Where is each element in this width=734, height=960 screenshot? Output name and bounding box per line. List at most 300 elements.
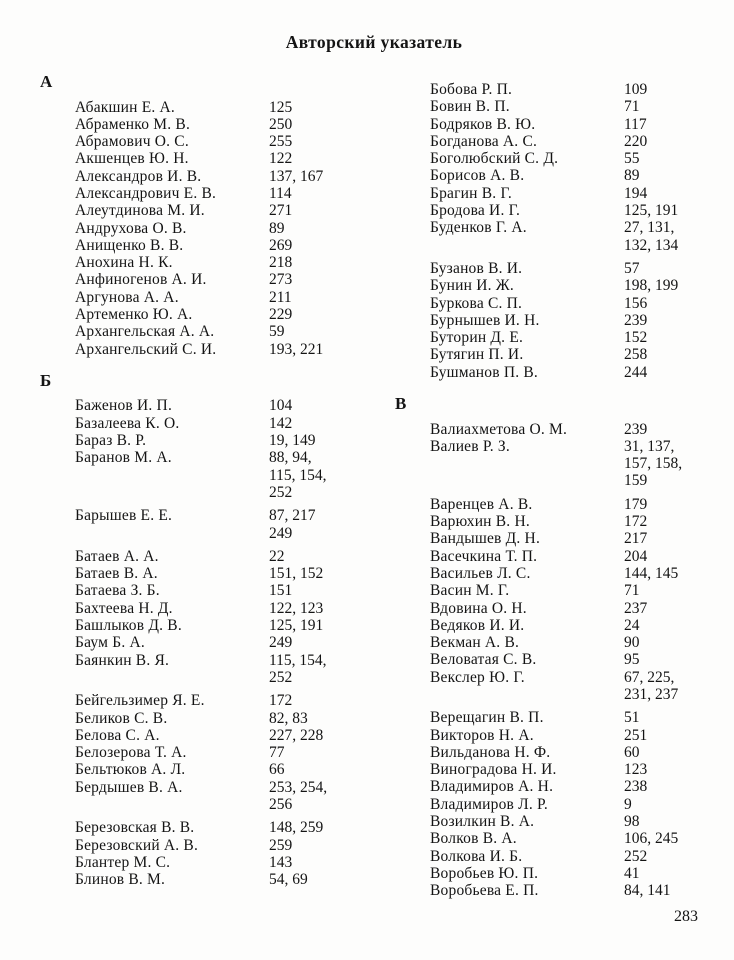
letter-group (395, 394, 708, 900)
author-name: Белова С. А. (75, 726, 160, 744)
page-ref-line: 106, 245 (624, 830, 679, 848)
author-name: Воробьев Ю. П. (430, 864, 539, 882)
page-ref-line: 198, 199 (624, 277, 679, 295)
page-refs (624, 202, 708, 219)
page-refs (624, 295, 708, 312)
index-entry (75, 634, 370, 651)
author-name: Брагин В. Г. (430, 184, 512, 202)
index-entry (430, 669, 708, 704)
page-ref-line: 271 (269, 202, 293, 220)
page-ref-line: 122, 123 (269, 599, 324, 617)
author-name: Александрович Е. В. (75, 184, 217, 202)
author-name: Аргунова А. А. (75, 288, 179, 306)
index-entry (75, 432, 370, 449)
page-refs (269, 271, 370, 288)
index-entry (430, 364, 708, 381)
section-letter: В (395, 394, 407, 414)
page-refs (624, 81, 708, 98)
page-ref-line: 89 (624, 167, 640, 185)
index-entry (430, 530, 708, 547)
index-entry (430, 634, 708, 651)
index-entry (430, 848, 708, 865)
page-ref-line: 253, 254, (269, 778, 328, 796)
page-ref-line: 104 (269, 397, 293, 415)
index-entry (75, 150, 370, 167)
page-number: 283 (674, 908, 698, 925)
page-refs (624, 167, 708, 184)
author-name: Анохина Н. К. (75, 254, 173, 272)
author-name: Анфиногенов А. И. (75, 271, 207, 289)
index-entry (430, 727, 708, 744)
index-entry (430, 202, 708, 219)
page-refs (269, 837, 370, 854)
author-name: Андрухова О. В. (75, 219, 187, 237)
page-ref-line: 9 (624, 795, 632, 813)
page-refs (269, 779, 370, 814)
index-entry (75, 202, 370, 219)
author-name: Верещагин В. П. (430, 709, 544, 727)
index-entry (75, 761, 370, 778)
author-name: Векслер Ю. Г. (430, 668, 525, 686)
page-refs (624, 761, 708, 778)
page-ref-line: 115, 154, (269, 466, 327, 484)
author-name: Акшенцев Ю. Н. (75, 150, 189, 168)
index-entry (430, 744, 708, 761)
page-refs (269, 116, 370, 133)
page-ref-line: 259 (269, 836, 293, 854)
author-name: Буторин Д. Е. (430, 329, 524, 347)
page-ref-line: 269 (269, 236, 293, 254)
page-refs (269, 819, 370, 836)
author-name: Блантер М. С. (75, 853, 171, 871)
author-name: Баженов И. П. (75, 397, 173, 415)
page-refs (269, 761, 370, 778)
index-entry (430, 329, 708, 346)
page-refs (269, 507, 370, 542)
page-ref-line: 252 (624, 847, 648, 865)
author-name: Вильданова Н. Ф. (430, 743, 551, 761)
page-ref-line: 95 (624, 651, 640, 669)
page-refs (269, 168, 370, 185)
author-name: Анищенко В. В. (75, 236, 184, 254)
page-ref-line: 115, 154, (269, 651, 327, 669)
page-ref-line: 229 (269, 306, 293, 324)
page-refs (624, 796, 708, 813)
author-name: Березовская В. В. (75, 819, 195, 837)
author-name: Бейгельзимер Я. Е. (75, 692, 205, 710)
page-ref-line: 255 (269, 133, 293, 151)
page-ref-line: 125 (269, 98, 293, 116)
author-name: Васечкина Т. П. (430, 547, 538, 565)
page-ref-line: 211 (269, 288, 292, 306)
page-refs (269, 202, 370, 219)
author-name: Бузанов В. И. (430, 259, 523, 277)
index-column-right (395, 73, 708, 900)
author-name: Богданова А. С. (430, 132, 538, 150)
page-refs (624, 219, 708, 254)
author-name: Васильев Л. С. (430, 564, 531, 582)
page-ref-line: 239 (624, 311, 648, 329)
index-entry (75, 168, 370, 185)
author-name: Буденков Г. А. (430, 219, 527, 237)
author-name: Блинов В. М. (75, 871, 166, 889)
page-ref-line: 88, 94, (269, 449, 312, 467)
page-ref-line: 151 (269, 582, 293, 600)
page-refs (269, 150, 370, 167)
author-name: Волкова И. Б. (430, 847, 523, 865)
page-ref-line: 54, 69 (269, 871, 308, 889)
author-name: Артеменко Ю. А. (75, 306, 193, 324)
page-ref-line: 252 (269, 668, 293, 686)
index-entry (75, 582, 370, 599)
page-ref-line: 249 (269, 634, 293, 652)
index-entry (75, 237, 370, 254)
index-entry (430, 496, 708, 513)
page-ref-line: 117 (624, 115, 647, 133)
page-ref-line: 156 (624, 294, 648, 312)
index-entry (430, 185, 708, 202)
page-refs (269, 617, 370, 634)
author-name: Ведяков И. И. (430, 616, 525, 634)
index-entry (430, 761, 708, 778)
index-entry (75, 779, 370, 814)
author-name: Владимиров Л. Р. (430, 795, 548, 813)
page-refs (624, 364, 708, 381)
index-entry (430, 150, 708, 167)
page-refs (624, 600, 708, 617)
author-name: Волков В. А. (430, 830, 517, 848)
page-refs (269, 432, 370, 449)
index-entry (430, 260, 708, 277)
page-refs (269, 237, 370, 254)
page-ref-line: 84, 141 (624, 882, 671, 900)
index-entry (430, 421, 708, 438)
author-name: Воробьева Е. П. (430, 882, 539, 900)
page-refs (624, 617, 708, 634)
page-ref-line: 152 (624, 329, 648, 347)
author-name: Бутягин П. И. (430, 346, 524, 364)
index-entry (430, 219, 708, 254)
index-entry (75, 819, 370, 836)
section-letter: Б (40, 370, 52, 390)
page-refs (269, 652, 370, 687)
page-ref-line: 87, 217 (269, 507, 316, 525)
page-ref-line: 237 (624, 599, 648, 617)
page-ref-line: 60 (624, 743, 640, 761)
page-ref-line: 251 (624, 726, 648, 744)
page-ref-line: 114 (269, 184, 292, 202)
page-ref-line: 273 (269, 271, 293, 289)
page-refs (269, 306, 370, 323)
page-refs (269, 710, 370, 727)
index-entry (430, 651, 708, 668)
page-refs (269, 744, 370, 761)
page-refs (624, 260, 708, 277)
index-entry (75, 507, 370, 542)
author-name: Бушманов П. В. (430, 363, 538, 381)
page-ref-line: 89 (269, 219, 285, 237)
page-ref-line: 231, 237 (624, 686, 679, 703)
page-refs (624, 848, 708, 865)
page-refs (624, 830, 708, 847)
index-entry (75, 548, 370, 565)
page-refs (269, 397, 370, 414)
author-name: Башлыков Д. В. (75, 617, 182, 635)
author-name: Вдовина О. Н. (430, 599, 527, 617)
index-entry (75, 306, 370, 323)
page-refs (269, 254, 370, 271)
author-name: Боголюбский С. Д. (430, 150, 559, 168)
page-ref-line: 19, 149 (269, 432, 316, 450)
author-name: Варюхин В. Н. (430, 513, 530, 531)
page-refs (624, 530, 708, 547)
page-ref-line: 41 (624, 864, 640, 882)
page-refs (624, 634, 708, 651)
letter-group (430, 81, 708, 381)
author-name: Баум Б. А. (75, 634, 145, 652)
page-ref-line: 123 (624, 761, 648, 779)
index-entry (75, 397, 370, 414)
page-refs (269, 323, 370, 340)
author-name: Виноградова Н. И. (430, 761, 557, 779)
page-refs (269, 289, 370, 306)
page-ref-line: 250 (269, 115, 293, 133)
author-name: Абрамович О. С. (75, 133, 189, 151)
page-refs (624, 116, 708, 133)
page-ref-line: 258 (624, 346, 648, 364)
page-ref-line: 24 (624, 616, 640, 634)
index-entry (430, 865, 708, 882)
author-name: Владимиров А. Н. (430, 778, 554, 796)
page-ref-line: 57 (624, 259, 640, 277)
index-entry (430, 438, 708, 490)
page-refs (269, 449, 370, 501)
author-name: Беликов С. В. (75, 709, 168, 727)
index-entry (75, 600, 370, 617)
index-entry (75, 271, 370, 288)
page-ref-line: 31, 137, (624, 437, 675, 455)
page-ref-line: 67, 225, (624, 668, 675, 686)
page-refs (624, 312, 708, 329)
page-ref-line: 66 (269, 761, 285, 779)
page-ref-line: 77 (269, 744, 285, 762)
page-ref-line: 55 (624, 150, 640, 168)
index-entry (430, 133, 708, 150)
index-entry (75, 710, 370, 727)
author-name: Вандышев Д. Н. (430, 530, 541, 548)
index-entry (75, 744, 370, 761)
page-refs (269, 99, 370, 116)
page-ref-line: 122 (269, 150, 293, 168)
author-name: Веловатая С. В. (430, 651, 537, 669)
index-entry (430, 167, 708, 184)
page-ref-line: 193, 221 (269, 340, 324, 358)
letter-group (40, 72, 370, 358)
page-refs (624, 865, 708, 882)
page-refs (269, 220, 370, 237)
index-entry (75, 854, 370, 871)
page-ref-line: 220 (624, 132, 648, 150)
page-refs (269, 185, 370, 202)
author-name: Абраменко М. В. (75, 115, 191, 133)
page-ref-line: 22 (269, 547, 285, 565)
index-entry (75, 289, 370, 306)
page-ref-line: 148, 259 (269, 819, 324, 837)
page-ref-line: 172 (269, 692, 293, 710)
page-refs (624, 582, 708, 599)
author-name: Батаев В. А. (75, 565, 158, 583)
page-ref-line: 143 (269, 853, 293, 871)
page-ref-line: 71 (624, 582, 640, 600)
page-refs (624, 669, 708, 704)
index-entry (75, 565, 370, 582)
author-name: Викторов Н. А. (430, 726, 534, 744)
index-entry (430, 813, 708, 830)
author-name: Бахтеева Н. Д. (75, 599, 173, 617)
page-title: Авторский указатель (285, 32, 463, 52)
author-name: Бунин И. Ж. (430, 277, 514, 295)
page-ref-line: 125, 191 (624, 202, 679, 220)
index-entry (75, 871, 370, 888)
index-entry (75, 837, 370, 854)
index-entry (75, 99, 370, 116)
page-refs (624, 744, 708, 761)
index-entry (430, 81, 708, 98)
author-name: Возилкин В. А. (430, 813, 535, 831)
author-name: Борисов А. В. (430, 167, 525, 185)
index-entry (75, 133, 370, 150)
page-refs (624, 277, 708, 294)
page-refs (624, 882, 708, 899)
index-entry (430, 882, 708, 899)
page-ref-line: 179 (624, 495, 648, 513)
page-ref-line: 144, 145 (624, 564, 679, 582)
author-name: Архангельский С. И. (75, 340, 217, 358)
author-name: Александров И. В. (75, 167, 202, 185)
index-entry (430, 582, 708, 599)
index-entry (430, 600, 708, 617)
page-ref-line: 157, 158, (624, 455, 683, 473)
letter-group (40, 370, 370, 889)
index-entry (430, 548, 708, 565)
author-name: Березовский А. В. (75, 836, 199, 854)
page-ref-line: 27, 131, (624, 219, 675, 237)
index-column-left (40, 73, 370, 888)
page-refs (624, 421, 708, 438)
page-refs (269, 415, 370, 432)
author-name: Батаев А. А. (75, 547, 159, 565)
author-name: Бовин В. П. (430, 98, 510, 116)
page-ref-line: 137, 167 (269, 167, 324, 185)
page-ref-line: 172 (624, 513, 648, 531)
page-refs (269, 854, 370, 871)
index-entry (75, 220, 370, 237)
index-entry (75, 692, 370, 709)
page-ref-line: 238 (624, 778, 648, 796)
page-refs (624, 346, 708, 363)
page-ref-line: 82, 83 (269, 709, 308, 727)
index-entry (430, 346, 708, 363)
index-entry (430, 513, 708, 530)
index-entry (430, 277, 708, 294)
index-entry (75, 185, 370, 202)
page-refs (624, 727, 708, 744)
page-ref-line: 151, 152 (269, 565, 324, 583)
index-entry (75, 449, 370, 501)
index-entry (430, 617, 708, 634)
page-ref-line: 125, 191 (269, 617, 324, 635)
index-entry (75, 617, 370, 634)
author-name: Валиев Р. З. (430, 437, 510, 455)
page-refs (624, 813, 708, 830)
page-ref-line: 194 (624, 184, 648, 202)
page-refs (269, 565, 370, 582)
page-ref-line: 51 (624, 709, 640, 727)
author-name: Векман А. В. (430, 634, 520, 652)
page-refs (624, 98, 708, 115)
page-refs (624, 651, 708, 668)
author-name: Валиахметова О. М. (430, 420, 568, 438)
page-refs (624, 496, 708, 513)
page-refs (269, 341, 370, 358)
page-ref-line: 249 (269, 524, 293, 542)
author-name: Баранов М. А. (75, 449, 172, 467)
index-entry (75, 415, 370, 432)
page-ref-line: 71 (624, 98, 640, 116)
page-ref-line: 132, 134 (624, 236, 679, 254)
author-name: Алеутдинова М. И. (75, 202, 205, 220)
page-ref-line: 256 (269, 795, 293, 813)
author-name: Бельтюков А. Л. (75, 761, 186, 779)
author-name: Баянкин В. Я. (75, 651, 170, 669)
page-refs (624, 185, 708, 202)
index-entry (430, 116, 708, 133)
page-ref-line: 109 (624, 81, 648, 98)
page-refs (624, 513, 708, 530)
index-entry (430, 98, 708, 115)
page-ref-line: 252 (269, 483, 293, 501)
index-columns (40, 73, 708, 900)
page-refs (269, 582, 370, 599)
page-refs (269, 692, 370, 709)
page-refs (269, 600, 370, 617)
page-ref-line: 98 (624, 813, 640, 831)
index-entry (430, 796, 708, 813)
author-name: Базалеева К. О. (75, 414, 180, 432)
index-entry (430, 565, 708, 582)
page-refs (269, 634, 370, 651)
page-ref-line: 59 (269, 323, 285, 341)
author-name: Варенцев А. В. (430, 495, 533, 513)
page-ref-line: 218 (269, 254, 293, 272)
author-name: Буркова С. П. (430, 294, 523, 312)
author-name: Бердышев В. А. (75, 778, 183, 796)
page-ref-line: 217 (624, 530, 648, 548)
page-refs (624, 150, 708, 167)
index-entry (75, 727, 370, 744)
index-entry (75, 341, 370, 358)
page-refs (624, 329, 708, 346)
index-entry (75, 323, 370, 340)
page-refs (269, 133, 370, 150)
index-entry (430, 709, 708, 726)
index-entry (75, 254, 370, 271)
author-name: Архангельская А. А. (75, 323, 215, 341)
page-ref-line: 239 (624, 420, 648, 438)
page-ref-line: 227, 228 (269, 726, 324, 744)
author-name: Бодряков В. Ю. (430, 115, 536, 133)
page-refs (624, 438, 708, 490)
